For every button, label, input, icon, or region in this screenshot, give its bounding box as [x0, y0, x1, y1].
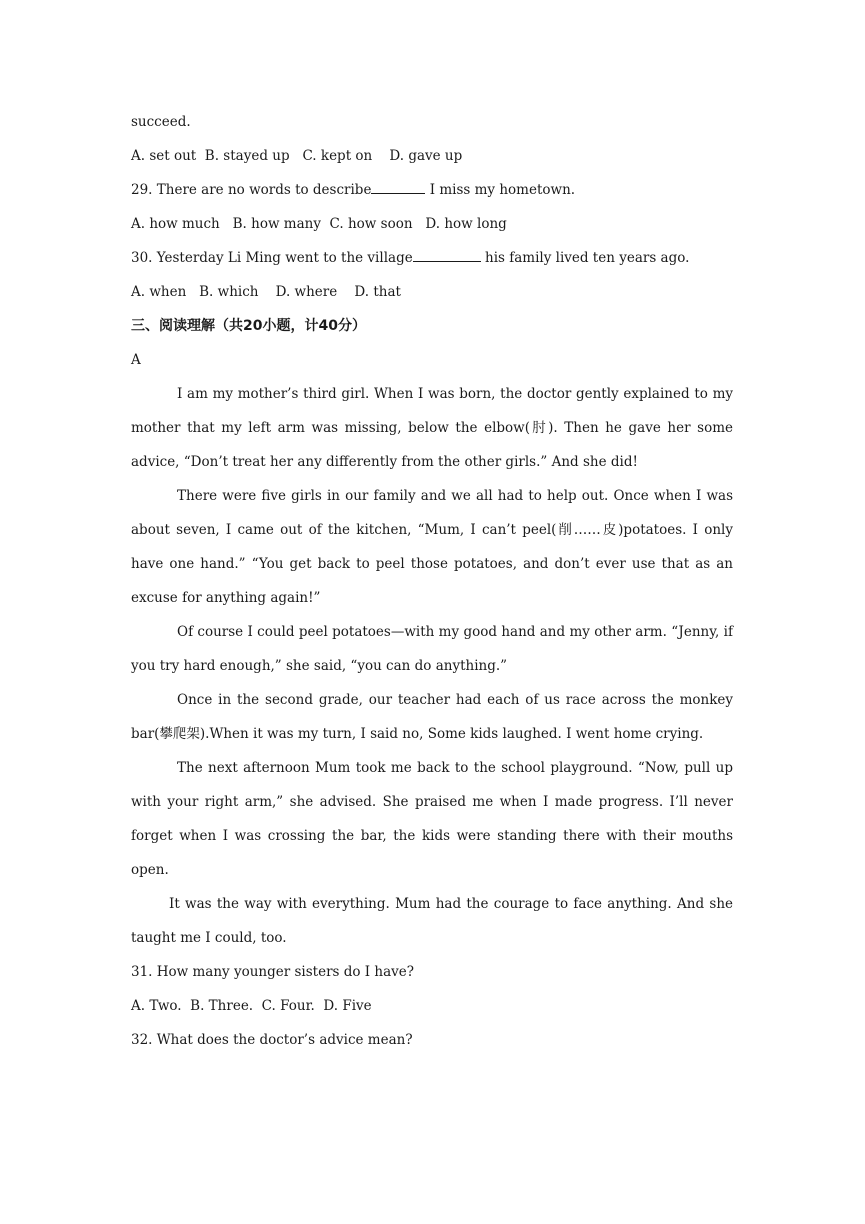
passage-paragraph-4: Once in the second grade, our teacher had each of us race across the monkey bar(攀爬架).When it was my turn, I said no, Some kids laughed. I went home crying.	[131, 692, 733, 742]
question-31-stem: 31. How many younger sisters do I have?	[131, 964, 415, 980]
passage-label: A	[131, 352, 141, 368]
passage-paragraph-3: Of course I could peel potatoes—with my good hand and my other arm. “Jenny, if you try hard enough,” she said, “you can do anything.”	[131, 624, 733, 674]
question-29-stem-after: I miss my hometown.	[425, 182, 576, 198]
passage-paragraph-2: There were five girls in our family and we all had to help out. Once when I was about seven, I came out of the kitchen, “Mum, I can’t peel(削……皮)potatoes. I only have one hand.” “You get back to peel those potatoes, and don’t ever use that as an excuse for anything again!”	[131, 488, 733, 606]
answer-blank	[371, 179, 425, 194]
question-28-stem-tail: succeed.	[131, 114, 191, 130]
question-28-options: A. set out B. stayed up C. kept on D. gave up	[131, 148, 463, 164]
question-29-stem	[131, 173, 733, 207]
passage-paragraph-6: It was the way with everything. Mum had the courage to face anything. And she taught me I could, too.	[131, 896, 733, 946]
passage-paragraph-5: The next afternoon Mum took me back to the school playground. “Now, pull up with your right arm,” she advised. She praised me when I made progress. I’ll never forget when I was crossing the bar, the kids were standing there with their mouths open.	[131, 760, 733, 878]
question-30-stem-after: his family lived ten years ago.	[480, 250, 690, 266]
passage-paragraph-1: I am my mother’s third girl. When I was born, the doctor gently explained to my mother that my left arm was missing, below the elbow(肘). Then he gave her some advice, “Don’t treat her any differently from the other girls.” And she did!	[131, 386, 733, 470]
document-page	[131, 105, 733, 1057]
question-31-options: A. Two. B. Three. C. Four. D. Five	[131, 998, 372, 1014]
section-title: 三、阅读理解（共20小题，计40分）	[131, 318, 366, 334]
question-30-stem-before: 30. Yesterday Li Ming went to the village	[131, 250, 413, 266]
question-29-options: A. how much B. how many C. how soon D. how long	[131, 216, 507, 232]
question-32-stem: 32. What does the doctor’s advice mean?	[131, 1032, 413, 1048]
answer-blank	[413, 247, 481, 262]
question-30-stem	[131, 241, 733, 275]
question-30-options: A. when B. which D. where D. that	[131, 284, 401, 300]
question-29-stem-before: 29. There are no words to describe	[131, 182, 372, 198]
